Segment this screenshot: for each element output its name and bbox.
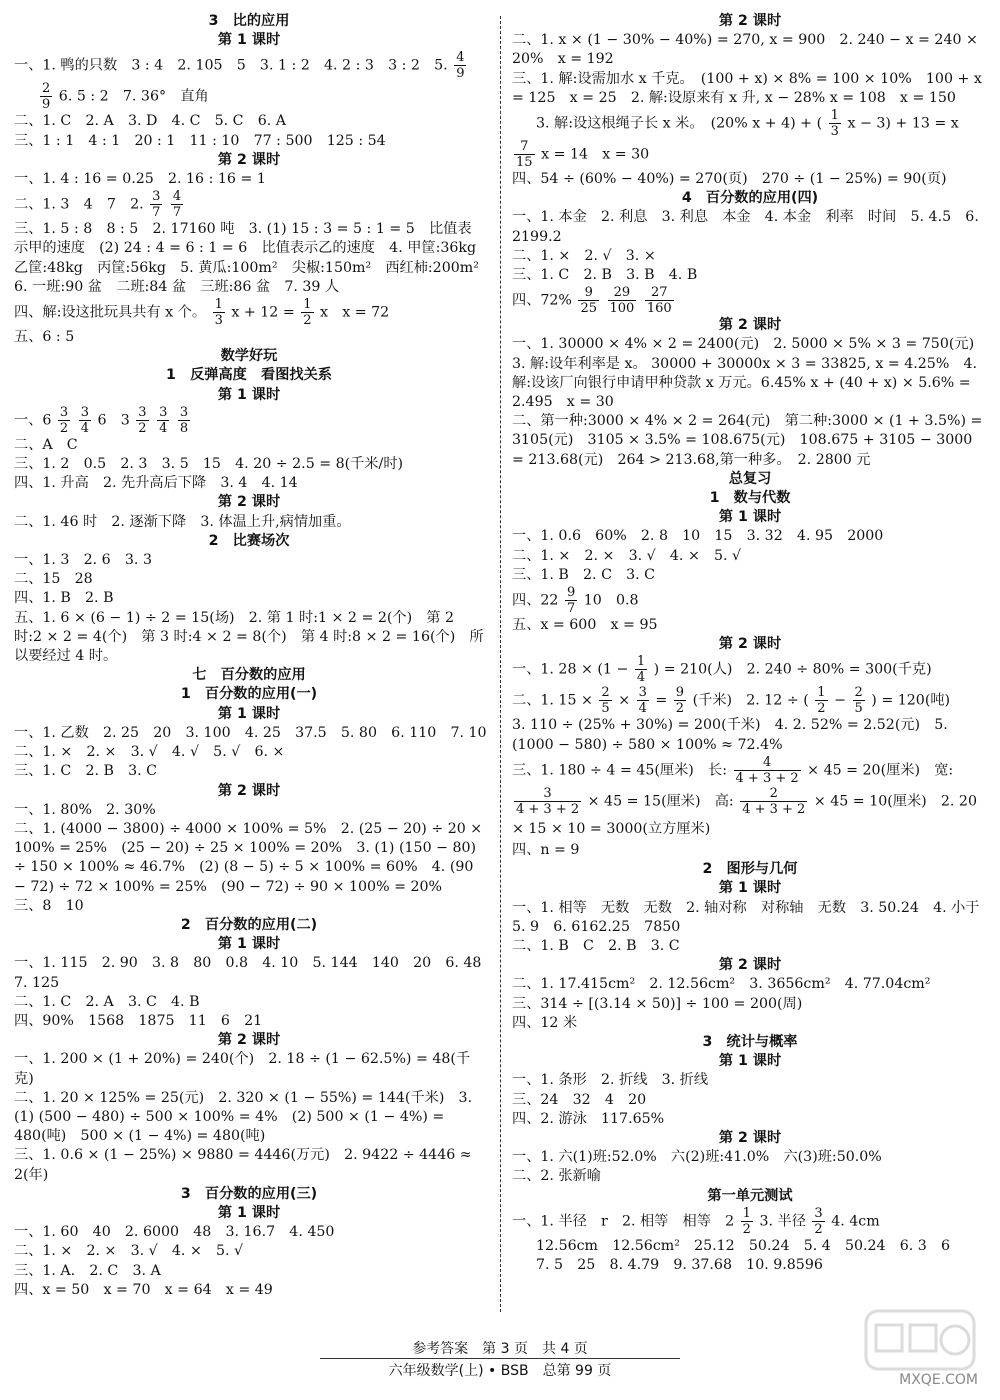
lesson-heading: 第 1 课时 bbox=[718, 880, 782, 897]
answer-line: 三、1. A. 2. C 3. A bbox=[14, 1262, 161, 1279]
answer-line: 二、1. × 2. × 3. √ 4. × 5. √ bbox=[14, 1243, 244, 1260]
page-footer-line: 参考答案 第 3 页 共 4 页 bbox=[412, 1341, 588, 1357]
lesson-heading: 第 1 课时 bbox=[217, 32, 281, 49]
answer-line: 三、1. C 2. B 3. B 4. B bbox=[512, 267, 698, 284]
answer-line: 二、1. × 2. × 3. √ 4. √ 5. √ 6. × bbox=[14, 744, 285, 761]
column-divider bbox=[500, 16, 501, 1312]
lesson-heading: 第 2 课时 bbox=[217, 1032, 281, 1049]
answer-line: 四、90% 1568 1875 11 6 21 bbox=[14, 1012, 263, 1029]
fraction: $\frac{2}{5}$ bbox=[854, 685, 863, 717]
answer-line: 三、1. 解:设需加水 x 千克。 (100 + x) × 8% = 100 × 10% 100 + x = 125 x = 25 2. 解:设原来有 x 升, x − 28% x = 108 x = 150 bbox=[512, 70, 982, 106]
answer-line: 四、54 ÷ (60% − 40%) = 270(页) 270 ÷ (1 − 25%) = 90(页) bbox=[512, 171, 947, 188]
section-heading: 数学好玩 bbox=[220, 348, 278, 365]
fraction: $\frac{3}{4 + 3 + 2}$ bbox=[516, 785, 580, 817]
section-heading: 3 比的应用 bbox=[208, 13, 290, 29]
answer-line: 四、n = 9 bbox=[512, 841, 580, 858]
lesson-heading: 第 2 课时 bbox=[718, 957, 782, 974]
answer-line: 二、1. × 2. × 3. √ 4. × 5. √ bbox=[512, 547, 742, 564]
answer-line: 一、1. 200 × (1 + 20%) = 240(个) 2. 18 ÷ (1 − 62.5%) = 48(千克) bbox=[14, 1051, 471, 1087]
fraction: $\frac{3}{2}$ bbox=[138, 404, 147, 436]
fraction: $\frac{3}{7}$ bbox=[152, 189, 161, 221]
answer-line: 二、第一种:3000 × 4% × 2 = 264(元) 第二种:3000 × (1 + 3.5%) = 3105(元) 3105 × 3.5% = 108.675(元) 108.675 + 3105 − 3000 = 213.68(元) 264 > 213.68,第一种多。 2. 2800 元 bbox=[512, 413, 983, 468]
answer-line: 二、1. 20 × 125% = 25(元) 2. 320 × (1 − 55%) = 144(千米) 3. (1) (500 − 480) ÷ 500 × 100% = 4% (2) 500 × (1 − 4%) = 480(吨) 500 × (1 − 4%) = 480(吨) bbox=[14, 1089, 473, 1145]
chapter-heading: 总复习 bbox=[728, 470, 772, 487]
answer-line: 一、1. 鸭的只数 3 : 4 2. 105 5 3. 1 : 2 4. 2 : 3 3 : 2 5. $\frac{4}{9}$ bbox=[14, 50, 465, 82]
answer-line: 二、1. 15 × $\frac{2}{5}$ × $\frac{3}{4}$ = $\frac{9}{2}$ (千米) 2. 12 ÷ ( $\frac{1}{2}$ − $\frac{2}{5}$ ) = 120(吨) bbox=[512, 685, 951, 717]
right-column bbox=[512, 12, 994, 1275]
fraction: $\frac{27}{160}$ bbox=[646, 285, 672, 317]
answer-line: 一、1. 本金 2. 利息 3. 利息 本金 4. 本金 利率 时间 5. 4.5 6. 2199.2 bbox=[512, 209, 979, 245]
answer-line: 一、6 $\frac{3}{2}$ $\frac{3}{4}$ 6 3 $\frac{3}{2}$ $\frac{3}{4}$ $\frac{3}{8}$ bbox=[14, 404, 189, 436]
answer-line: 一、1. 3 2. 6 3. 3 bbox=[14, 552, 152, 569]
answer-line: 二、1. 3 4 7 2. $\frac{3}{7}$ $\frac{4}{7}$ bbox=[14, 189, 182, 221]
lesson-heading: 第 2 课时 bbox=[217, 782, 281, 799]
fraction: $\frac{1}{2}$ bbox=[817, 685, 826, 717]
fraction: $\frac{9}{7}$ bbox=[566, 585, 576, 617]
answer-line: 一、1. 乙数 2. 25 20 3. 100 4. 25 37.5 5. 80 6. 110 7. 10 bbox=[14, 724, 487, 741]
answer-line: 三、314 ÷ [(3.14 × 50)] ÷ 100 = 200(周) bbox=[512, 995, 803, 1012]
fraction: $\frac{3}{4}$ bbox=[80, 404, 89, 436]
answer-line: 三、1. 2 0.5 2. 3 3. 5 15 4. 20 ÷ 2.5 = 8(千米/时) bbox=[14, 456, 404, 473]
answer-line: 四、2. 游泳 117.65% bbox=[512, 1110, 665, 1127]
lesson-heading: 第 1 课时 bbox=[217, 386, 281, 403]
page-footer-line: 六年级数学(上) • BSB 总第 99 页 bbox=[388, 1363, 612, 1379]
section-heading: 3 百分数的应用(三) bbox=[180, 1185, 318, 1202]
answer-line: $\frac{7}{15}$ x = 14 x = 30 bbox=[516, 139, 650, 171]
fraction: $\frac{2}{5}$ bbox=[601, 685, 610, 717]
answer-line: 三、8 10 bbox=[14, 897, 84, 914]
lesson-heading: 第 1 课时 bbox=[217, 1204, 281, 1221]
lesson-heading: 第 1 课时 bbox=[217, 705, 281, 722]
left-column bbox=[14, 12, 496, 1300]
answer-line: 二、15 28 bbox=[14, 571, 93, 588]
section-heading: 1 百分数的应用(一) bbox=[180, 686, 318, 703]
answer-line: 12.56cm 12.56cm² 25.12 50.24 5. 4 50.24 6. 3 6 bbox=[536, 1237, 951, 1254]
answer-line: 四、x = 50 x = 70 x = 64 x = 49 bbox=[14, 1281, 273, 1298]
answer-line: 三、1. C 2. B 3. C bbox=[14, 763, 158, 780]
answer-line: 3. 110 ÷ (25% + 30%) = 200(千米) 4. 2. 52% = 2.52(元) 5. (1000 − 580) ÷ 580 × 100% ≈ 72.4% bbox=[512, 717, 948, 753]
section-heading: 2 百分数的应用(二) bbox=[180, 916, 318, 933]
fraction: $\frac{1}{2}$ bbox=[742, 1205, 751, 1237]
answer-line: 三、24 32 4 20 bbox=[512, 1091, 647, 1108]
answer-line: 四、22 $\frac{9}{7}$ 10 0.8 bbox=[512, 585, 639, 617]
fraction: $\frac{1}{3}$ bbox=[830, 108, 839, 140]
section-heading: 2 比赛场次 bbox=[208, 532, 290, 549]
answer-line: 五、1. 6 × (6 − 1) ÷ 2 = 15(场) 2. 第 1 时:1 × 2 = 2(个) 第 2 时:2 × 2 = 4(个) 第 3 时:4 × 2 = 8(个) 第 4 时:8 × 2 = 16(个) 所以要经过 4 时。 bbox=[14, 609, 484, 665]
answer-line: 一、1. 相等 无数 无数 2. 轴对称 对称轴 无数 3. 50.24 4. 小于 5. 9 6. 6162.25 7850 bbox=[512, 899, 994, 935]
answer-line: 3. 解:设这根绳子长 x 米。 (20% x + 4) + ( $\frac{1}{3}$ x − 3) + 13 = x bbox=[536, 108, 959, 140]
lesson-heading: 第 2 课时 bbox=[718, 1129, 782, 1146]
answer-line: 一、1. 60 40 2. 6000 48 3. 16.7 4. 450 bbox=[14, 1224, 335, 1241]
answer-line: 二、1. B C 2. B 3. C bbox=[512, 937, 680, 954]
answer-line: 一、1. 115 2. 90 3. 8 80 0.8 4. 10 5. 144 140 20 6. 48 7. 125 bbox=[14, 955, 496, 991]
fraction: $\frac{1}{4}$ bbox=[636, 654, 646, 686]
answer-line: 二、1. x × (1 − 30% − 40%) = 270, x = 900 2. 240 − x = 240 × 20% x = 192 bbox=[512, 32, 978, 68]
answer-line: 一、1. 80% 2. 30% bbox=[14, 801, 156, 818]
fraction: $\frac{3}{2}$ bbox=[59, 404, 69, 436]
fraction: $\frac{3}{4}$ bbox=[638, 685, 647, 717]
answer-line: 二、A C bbox=[14, 436, 78, 453]
lesson-heading: 第 2 课时 bbox=[718, 636, 782, 653]
answer-line: 二、1. 46 时 2. 逐渐下降 3. 体温上升,病情加重。 bbox=[14, 513, 351, 530]
answer-line: 五、6 : 5 bbox=[14, 329, 75, 346]
answer-line: 二、1. C 2. A 3. C 4. B bbox=[14, 993, 200, 1010]
lesson-heading: 第 2 课时 bbox=[718, 13, 782, 29]
answer-line: 四、解:设这批玩具共有 x 个。 $\frac{1}{3}$ x + 12 = $\frac{1}{2}$ x x = 72 bbox=[14, 297, 390, 329]
fraction: $\frac{4}{9}$ bbox=[456, 50, 465, 82]
answer-line: 四、1. B 2. B bbox=[14, 590, 114, 607]
lesson-heading: 第 2 课时 bbox=[217, 151, 281, 168]
section-heading: 3 统计与概率 bbox=[702, 1033, 798, 1050]
answer-line: 一、1. 条形 2. 折线 3. 折线 bbox=[512, 1072, 709, 1089]
footer-rule bbox=[320, 1358, 680, 1359]
answer-line: 四、1. 升高 2. 先升高后下降 3. 4 4. 14 bbox=[14, 475, 298, 492]
answer-line: 四、72% $\frac{9}{25}$ $\frac{29}{100}$ $\frac{27}{160}$ bbox=[512, 285, 672, 317]
answer-line: 二、1. (4000 − 3800) ÷ 4000 × 100% = 5% 2. (25 − 20) ÷ 20 × 100% = 25% (25 − 20) ÷ 25 × 100% = 20% 3. (1) (150 − 80) ÷ 150 × 100% ≈ 46.7% (2) (8 − 5) ÷ 5 × 100% = 60% 4. (90 − 72) ÷ 72 × 100% = 25% (90 − 72) ÷ 90 × 100% = 20% bbox=[14, 820, 483, 895]
fraction: $\frac{3}{8}$ bbox=[179, 404, 189, 436]
fraction: $\frac{2}{9}$ bbox=[42, 81, 51, 113]
section-heading: 1 数与代数 bbox=[709, 490, 791, 507]
answer-line: 一、1. 28 × (1 − $\frac{1}{4}$ ) = 210(人) 2. 240 ÷ 80% = 300(千克) bbox=[512, 654, 932, 686]
answer-line: 三、1. 0.6 × (1 − 25%) × 9880 = 4446(万元) 2. 9422 ÷ 4446 ≈ 2(年) bbox=[14, 1147, 472, 1183]
answer-line: 二、1. × 2. √ 3. × bbox=[512, 247, 656, 264]
answer-line: 三、1. 180 ÷ 4 = 45(厘米) 长: $\frac{4}{4 + 3 + 2}$ × 45 = 20(厘米) 宽: $\frac{3}{4 + 3 + 2}$ × 45 = 15(厘米) 高: $\frac{2}{4 + 3 + 2}$ × 45 = 10(厘米) 2. 20 × 15 × 10 = 3000(立方厘米) bbox=[512, 754, 977, 837]
answer-line: 四、12 米 bbox=[512, 1014, 578, 1031]
answer-line: $\frac{2}{9}$ 6. 5 : 2 7. 36° 直角 bbox=[42, 81, 209, 113]
fraction: $\frac{29}{100}$ bbox=[609, 285, 635, 317]
lesson-heading: 第 1 课时 bbox=[718, 509, 782, 526]
section-heading: 2 图形与几何 bbox=[702, 861, 798, 878]
answer-line: 二、2. 张新喻 bbox=[512, 1168, 601, 1185]
answer-line: 一、1. 30000 × 4% × 2 = 2400(元) 2. 5000 × 5% × 3 = 750(元) 3. 解:设年利率是 x。 30000 + 30000x × 3 = 33825, x = 4.25% 4. 解:设该厂向银行申请甲种贷款 x 万元。6.45% x + (40 + x) × 5.6% = 2.495 x = 30 bbox=[512, 336, 989, 411]
answer-line: 一、1. 半径 r 2. 相等 相等 2 $\frac{1}{2}$ 3. 半径 $\frac{3}{2}$ 4. 4cm bbox=[512, 1205, 880, 1237]
fraction: $\frac{7}{15}$ bbox=[516, 139, 533, 171]
answer-line: 一、1. 六(1)班:52.0% 六(2)班:41.0% 六(3)班:50.0% bbox=[512, 1149, 882, 1166]
answer-line: 二、1. C 2. A 3. D 4. C 5. C 6. A bbox=[14, 113, 287, 130]
lesson-heading: 第 1 课时 bbox=[217, 936, 281, 953]
fraction: $\frac{9}{25}$ bbox=[580, 285, 597, 317]
lesson-heading: 第 2 课时 bbox=[217, 494, 281, 511]
fraction: $\frac{3}{2}$ bbox=[814, 1205, 823, 1237]
fraction: $\frac{9}{2}$ bbox=[675, 685, 685, 717]
answer-line: 7. 5 25 8. 4.79 9. 37.68 10. 9.8596 bbox=[536, 1256, 823, 1273]
fraction: $\frac{3}{4}$ bbox=[159, 404, 168, 436]
chapter-heading: 七 百分数的应用 bbox=[192, 667, 306, 684]
fraction: $\frac{1}{2}$ bbox=[303, 297, 312, 329]
fraction: $\frac{4}{7}$ bbox=[172, 189, 182, 221]
lesson-heading: 第 1 课时 bbox=[718, 1053, 782, 1070]
answer-line: 三、1 : 1 4 : 1 20 : 1 11 : 10 77 : 500 125 : 54 bbox=[14, 132, 386, 149]
answer-line: 一、1. 0.6 60% 2. 8 10 15 3. 32 4. 95 2000 bbox=[512, 528, 884, 545]
answer-line: 五、x = 600 x = 95 bbox=[512, 617, 658, 634]
section-heading: 1 反弹高度 看图找关系 bbox=[166, 367, 332, 384]
fraction: $\frac{1}{3}$ bbox=[214, 297, 223, 329]
answer-line: 一、1. 4 : 16 = 0.25 2. 16 : 16 = 1 bbox=[14, 171, 266, 188]
fraction: $\frac{4}{4 + 3 + 2}$ bbox=[735, 754, 799, 786]
lesson-heading: 第 2 课时 bbox=[718, 317, 782, 334]
answer-line: 三、1. B 2. C 3. C bbox=[512, 566, 656, 583]
fraction: $\frac{2}{4 + 3 + 2}$ bbox=[742, 785, 806, 817]
unit-test-heading: 第一单元测试 bbox=[707, 1187, 793, 1204]
answer-line: 三、1. 5 : 8 8 : 5 2. 17160 吨 3. (1) 15 : 3 = 5 : 1 = 5 比值表示甲的速度 (2) 24 : 4 = 6 : 1 = 6 比值表示乙的速度 4. 甲筐:36kg 乙筐:48kg 丙筐:56kg 5. 黄瓜:100m² 尖椒:150m² 西红柿:200m² 6. 一班:90 盆 二班:84 盆 三班:86 盆 7. 39 人 bbox=[14, 221, 494, 295]
watermark-text: MXQE.COM bbox=[899, 1372, 978, 1388]
section-heading: 4 百分数的应用(四) bbox=[681, 190, 819, 207]
answer-line: 二、1. 17.415cm² 2. 12.56cm² 3. 3656cm² 4. 77.04cm² bbox=[512, 976, 931, 993]
